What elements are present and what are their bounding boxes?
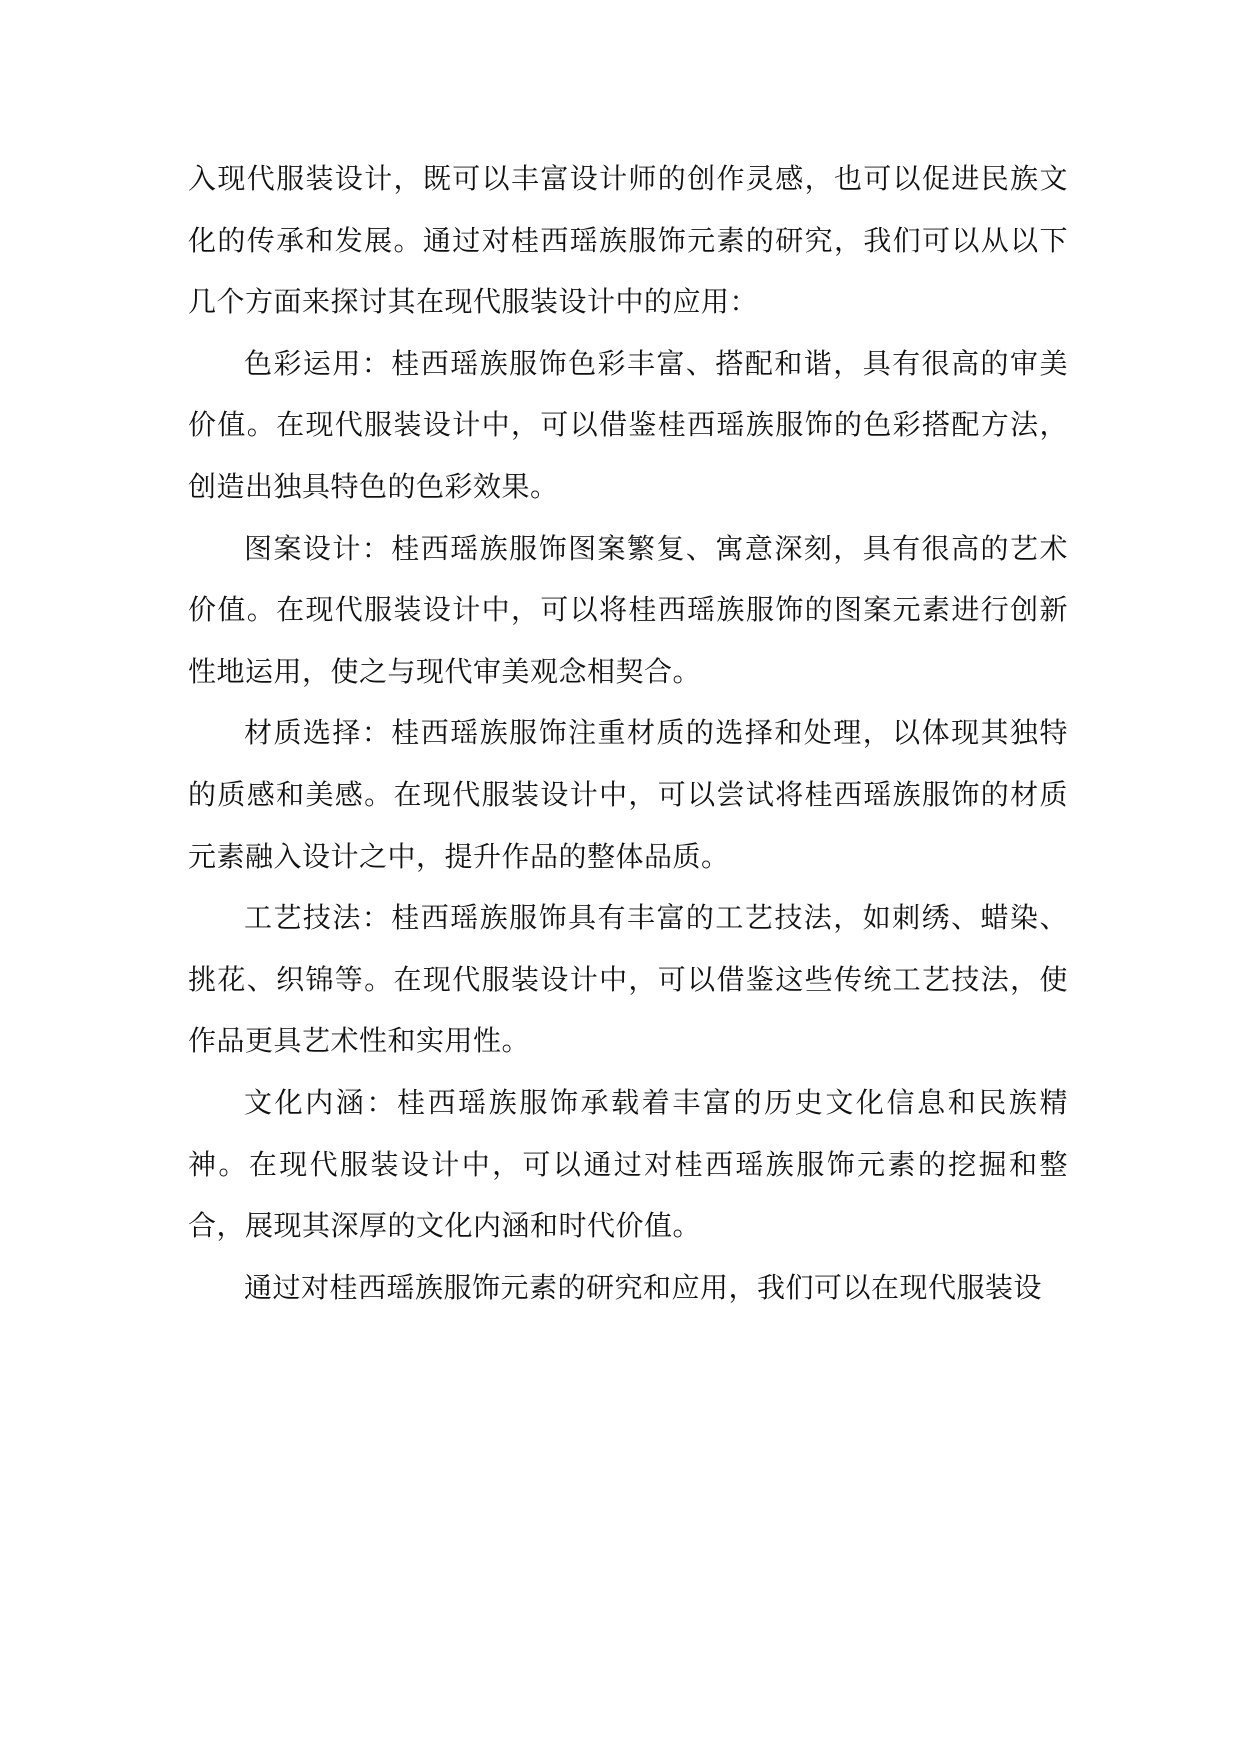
paragraph-craft-techniques: 工艺技法：桂西瑶族服饰具有丰富的工艺技法，如刺绣、蜡染、挑花、织锦等。在现代服装设计中，可以借鉴这些传统工艺技法，使作品更具艺术性和实用性。 <box>188 901 1068 1058</box>
paragraph-continuation: 入现代服装设计，既可以丰富设计师的创作灵感，也可以促进民族文化的传承和发展。通过对桂西瑶族服饰元素的研究，我们可以从以下几个方面来探讨其在现代服装设计中的应用： <box>188 162 1068 319</box>
document-body <box>188 148 1068 1318</box>
paragraph-conclusion-start: 通过对桂西瑶族服饰元素的研究和应用，我们可以在现代服装设 <box>244 1270 1043 1304</box>
paragraph-pattern-design: 图案设计：桂西瑶族服饰图案繁复、寓意深刻，具有很高的艺术价值。在现代服装设计中，可以将桂西瑶族服饰的图案元素进行创新性地运用，使之与现代审美观念相契合。 <box>188 531 1068 688</box>
paragraph-cultural-connotation: 文化内涵：桂西瑶族服饰承载着丰富的历史文化信息和民族精神。在现代服装设计中，可以通过对桂西瑶族服饰元素的挖掘和整合，展现其深厚的文化内涵和时代价值。 <box>188 1085 1068 1243</box>
paragraph-color-usage: 色彩运用：桂西瑶族服饰色彩丰富、搭配和谐，具有很高的审美价值。在现代服装设计中，可以借鉴桂西瑶族服饰的色彩搭配方法，创造出独具特色的色彩效果。 <box>188 346 1068 503</box>
paragraph-material-selection: 材质选择：桂西瑶族服饰注重材质的选择和处理，以体现其独特的质感和美感。在现代服装设计中，可以尝试将桂西瑶族服饰的材质元素融入设计之中，提升作品的整体品质。 <box>188 716 1068 873</box>
